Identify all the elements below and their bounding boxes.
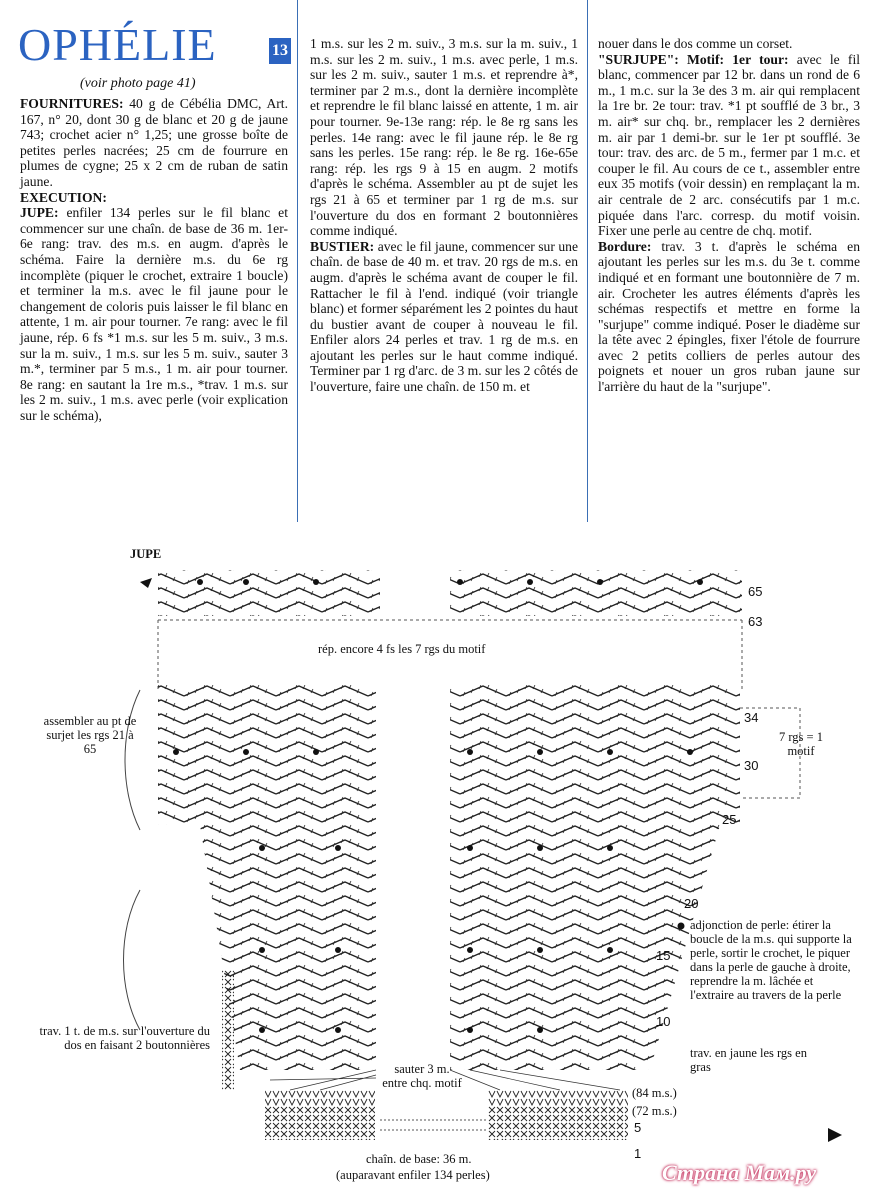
jupe-continued: 1 m.s. sur les 2 m. suiv., 3 m.s. sur la m. suiv., 1 m.s. sur les 2 m. suiv., 1 m.s. avec perle, 1 m.s. sur les 2 m. suiv., sauter 1 m.s. et reprendre à*, terminer par 2 m.s., dont la dernière incomplète et reprendre le fil blanc laissé en attente, 1 m. air pour tourner. 9e-13e rang: rép. le 8e rg sans les perles. 14e rang: avec le fil jaune rép. le 8e rg sans les perles. 15e rang: rép. le 8e rg. 16e-65e rang: rép. les rgs 9 à 15 en augm. 2 motifs d'après le schéma. Assembler au pt de sujet les rgs 21 à 65 et terminer par 1 rg de m.s. sur l'ouverture du dos en formant 2 boutonnières comme indiqué.	[310, 36, 578, 239]
top-strip-left	[158, 570, 380, 616]
motif-note: 7 rgs = 1 motif	[779, 730, 823, 758]
bordure-text: trav. 3 t. d'après le schéma en ajoutant les perles sur les m.s. du 3e t. comme indiqué et en formant une boutonnière de 7 m. air. Crocheter les autres éléments d'après les schémas respectifs et mettre en forme la "surjupe" comme indiqué. Poser le diadème sur la tête avec 2 épingles, fixer l'étole de fourrure avec 2 petits colliers de perles autour des poignets et nouer un gros ruban jaune sur l'arrière du haut de la "surjupe".	[598, 238, 860, 395]
photo-reference: (voir photo page 41)	[80, 76, 196, 91]
row-number: 30	[744, 758, 759, 773]
yellow-rows-note: trav. en jaune les rgs en gras	[690, 1046, 807, 1074]
row-number: 25	[722, 812, 737, 827]
row-number: 63	[748, 614, 763, 629]
row-number: 1	[634, 1146, 642, 1161]
bordure-label: Bordure:	[598, 238, 652, 254]
execution-label: EXECUTION:	[20, 189, 107, 205]
text-column-2	[310, 36, 578, 395]
chart-drawing	[0, 530, 876, 1200]
text-column-1	[20, 96, 288, 423]
bead-note: adjonction de perle: étirer la boucle de la m.s. qui supporte la perle, sortir le crochet, le piquer dans la perle de gauche à droite, reprendre la m. lâchée et l'extraire au travers de la perle	[690, 918, 852, 1002]
row-number: 65	[748, 584, 763, 599]
bead-prestring-note: (auparavant enfiler 134 perles)	[336, 1168, 490, 1182]
fournitures-paragraph	[20, 96, 288, 190]
bustier-continued: nouer dans le dos comme un corset.	[598, 36, 793, 51]
surjupe-text: avec le fil blanc, commencer par 12 br. dans un rond de 6 m., 1 m.c. sur la 3e des 3 m. air qui remplacent la 1re br. 2e tour: trav. *1 pt soufflé de 3 br., 3 m. air* sur chq. br., remplacer les 2 dernières m. air par 1 demi-br. sur le 1er pt soufflé. 3e tour: trav. des arc. de 5 m., fermer par 1 m.c. et couper le fil. Au cours de ce t., assembler entre eux 35 motifs (voir dessin) en remplaçant la m. air centrale de 2 arc. consécutifs par 1 m.c. piquée dans l'arc. corresp. du motif voisin. Fixer une perle au centre de chq. motif.	[598, 51, 860, 239]
top-strip-right	[450, 570, 742, 616]
bustier-text: avec le fil jaune, commencer sur une chaîn. de base de 40 m. et trav. 20 rgs de m.s. en augm. d'après le schéma avant de couper le fil. Rattacher le fil à l'end. indiqué (voir triangle blanc) et former séparément les 2 pointes du haut du bustier avant de couper à nouveau le fil. Enfiler alors 24 perles et trav. 1 rg de m.s. en ajoutant les perles sur le haut comme indiqué. Terminer par 1 rg d'arc. de 3 m. sur les 2 côtés de l'ouverture, faire une chaîn. de 150 m. et	[310, 238, 579, 395]
bustier-label: BUSTIER:	[310, 238, 375, 254]
title-block	[18, 19, 298, 82]
row-number: 20	[684, 896, 699, 911]
row-number: 5	[634, 1120, 642, 1135]
jupe-label: JUPE	[130, 547, 162, 561]
stitch-count-84: (84 m.s.)	[632, 1086, 677, 1100]
skip-note: sauter 3 m. entre chq. motif	[382, 1062, 462, 1090]
body-right-upper	[450, 685, 740, 825]
site-watermark: Страна Мам.ру	[662, 1160, 817, 1185]
stitch-count-72: (72 m.s.)	[632, 1104, 677, 1118]
row-number: 34	[744, 710, 759, 725]
column-divider-2	[587, 0, 588, 522]
surjupe-label: "SURJUPE": Motif: 1er tour:	[598, 51, 789, 67]
bordure-paragraph	[598, 239, 860, 395]
row-number: 10	[656, 1014, 671, 1029]
jupe-paragraph	[20, 205, 288, 423]
base-chain-note: chaîn. de base: 36 m.	[366, 1152, 472, 1166]
pattern-number-badge: 13	[269, 38, 291, 64]
row-number: 15	[656, 948, 671, 963]
bustier-paragraph	[310, 239, 578, 395]
pattern-title: OPHÉLIE	[18, 19, 217, 70]
body-left-upper	[158, 685, 376, 825]
fournitures-text: 40 g de Cébélia DMC, Art. 167, n° 20, dont 30 g de blanc et 20 g de jaune 743; crochet acier n° 1,25; une grosse boîte de petites perles nacrées; 25 cm de fourrure en plumes de cygne; 25 x 2 cm de ruban de satin jaune.	[20, 96, 288, 189]
back-opening-note: trav. 1 t. de m.s. sur l'ouverture du dos en faisant 2 boutonnières	[39, 1024, 210, 1052]
jupe-label: JUPE:	[20, 205, 59, 221]
text-column-3	[598, 36, 860, 395]
assembler-note: assembler au pt de surjet les rgs 21 à 65	[43, 714, 137, 756]
surjupe-paragraph	[598, 52, 860, 239]
crochet-chart	[0, 530, 876, 1200]
execution-heading	[20, 190, 288, 206]
repeat-note: rép. encore 4 fs les 7 rgs du motif	[318, 642, 486, 656]
jupe-text: enfiler 134 perles sur le fil blanc et commencer sur une chaîn. de base de 36 m. 1er-6e rang: trav. des m.s. en augm. d'après le schéma. Faire la dernière m.s. du 6e rg incomplète (piquer le crochet, extraire 1 boucle) et terminer la m.s. avec le fil jaune pour le changement de coloris puis laisser le fil blanc en attente, 1 m. air pour tourner. 7e rang: avec le fil jaune, rép. 6 fs *1 m.s. sur les 5 m. suiv., 3 m.s. sur la m. suiv., 1 m.s. sur les 5 m. suiv., sauter 3 m.*, terminer par 5 m.s., 1 m. air pour tourner. 8e rang: en sautant la 1re m.s., *trav. 1 m.s. sur les 2 m. suiv., 1 m.s. avec perle (voir explication sur le schéma),	[20, 205, 288, 423]
fournitures-label: FOURNITURES:	[20, 96, 124, 111]
